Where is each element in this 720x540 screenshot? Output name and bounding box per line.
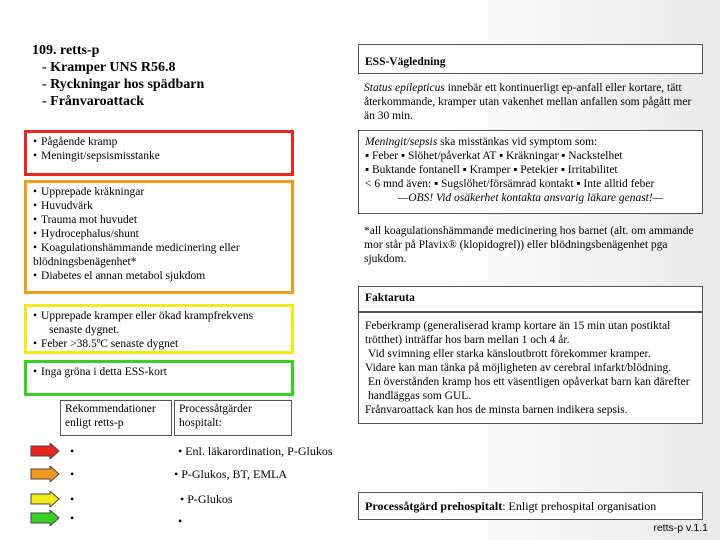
green-arrow-icon [30,510,60,526]
process-header: Processåtgärder hospitalt: [174,400,292,436]
green-criteria-box [24,360,294,396]
meningitis-box [358,130,703,214]
yellow-criterion: • Feber >38.5ºC senaste dygnet [33,337,285,351]
bullet-icon: • [70,492,75,506]
prehospital-text: : Enligt prehospital organisation [502,499,657,513]
prehospital-label: Processåtgärd prehospitalt [365,499,503,513]
meningitis-intro: ska misstänkas vid symptom som: [437,136,598,148]
bullet-icon: • [70,511,75,525]
page-title [32,42,204,110]
fact-line: Feberkramp (generaliserad kramp kortare än 15 min utan postiktal trötthet) inträffar hos barn mellan 1 och 4 år. [365,320,671,346]
title-line: - Kramper UNS R56.8 [42,60,176,75]
symptom-line: < 6 mnd även: ▪ Sugslöhet/försämrad kontakt ▪ Inte alltid feber [365,178,655,190]
fact-heading: Faktaruta [358,286,703,312]
orange-arrow-icon [30,466,60,482]
yellow-action-text: P-Glukos [187,492,233,506]
red-arrow-icon [30,443,60,459]
symptom-line: ▪ Buktande fontanell ▪ Kramper ▪ Petekier ▪ Irritabilitet [365,164,618,176]
obs-warning: —OBS! Vid osäkerhet kontakta ansvarig läkare genast!— [398,192,663,204]
orange-criterion: • Trauma mot huvudet [33,213,285,227]
orange-criterion: • Koagulationshämmande medicinering eller blödningsbenägenhet* [33,241,285,269]
title-line: - Ryckningar hos spädbarn [42,77,205,92]
bullet-icon: • [70,444,75,458]
green-action: • [178,514,183,528]
green-criterion: • Inga gröna i detta ESS-kort [33,365,285,379]
meningitis-term: Meningit/sepsis [365,136,438,148]
fact-line: Frånvaroattack kan hos de minsta barnen indikera sepsis. [365,404,628,416]
orange-criterion: • Hydrocephalus/shunt [33,227,285,241]
coagulation-note: *all koagulationshämmande medicinering hos barnet (alt. om ammande mor står på Plavix® (klopidogrel)) eller blödningsbenägenhet pga sjukdom. [364,225,694,265]
orange-action: • P-Glukos, BT, EMLA [174,467,287,481]
red-criteria-box [24,130,294,176]
yellow-action: • P-Glukos [180,492,233,506]
fact-line: Vid svimning eller starka känsloutbrott förekommer kramper. [368,348,651,360]
orange-criterion: • Huvudvärk [33,199,285,213]
symptom-line: ▪ Feber ▪ Slöhet/påverkat AT ▪ Kräkningar ▪ Nackstelhet [365,150,623,162]
orange-criterion: • Diabetes el annan metabol sjukdom [33,269,285,283]
bullet-icon: • [70,467,75,481]
status-term: Status epilepticus [364,82,445,94]
status-definition: innebär ett kontinuerligt ep-anfall eller kortare, tätt återkommande, kramper utan vakenhet mellan anfallen som pågått mer än 30 min. [364,82,692,122]
red-action: • Enl. läkarordination, P-Glukos [178,444,333,458]
fact-line: Vidare kan man tänka på möjligheten av cerebral infarkt/blödning. [365,362,672,374]
yellow-criterion-cont: senaste dygnet. [49,324,120,336]
version-footer: retts-p v.1.1 [653,522,708,534]
orange-action-text: P-Glukos, BT, EMLA [181,467,287,481]
fact-text [358,312,703,424]
yellow-criteria-box [24,304,294,354]
recommendation-header: Rekommendationer enligt retts-p [60,400,172,436]
prehospital-action [358,492,703,520]
red-action-text: Enl. läkarordination, P-Glukos [185,444,333,458]
red-criterion: • Meningit/sepsismisstanke [33,149,285,163]
yellow-arrow-icon [30,491,60,507]
yellow-criterion: • Upprepade kramper eller ökad krampfrekvens [33,309,285,323]
title-line: - Frånvaroattack [42,94,144,109]
title-line: 109. retts-p [32,43,100,58]
red-criterion: • Pågående kramp [33,135,285,149]
ess-heading: ESS-Vägledning [358,44,703,74]
status-epilepticus-text [358,76,703,128]
orange-criterion: • Upprepade kräkningar [33,185,285,199]
fact-line: En överstånden kramp hos ett väsentligen opåverkat barn kan därefter handläggas som GUL. [368,376,690,402]
orange-criteria-box [24,180,294,294]
